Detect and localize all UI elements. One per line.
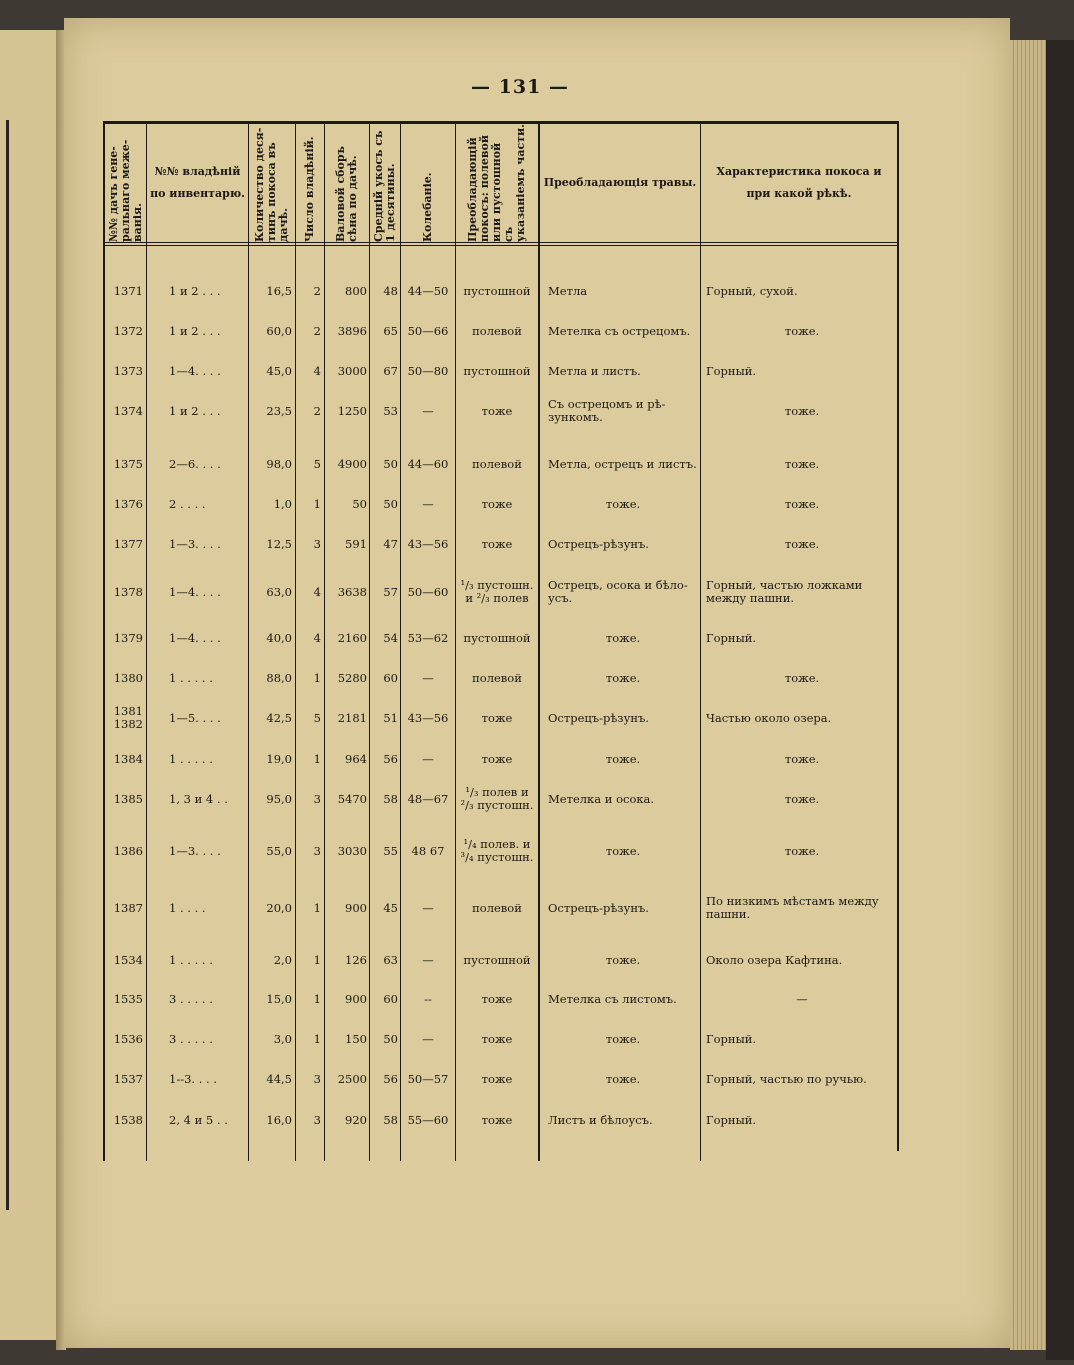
cell-character: Горный. bbox=[706, 1031, 757, 1046]
table-row bbox=[103, 1059, 898, 1099]
cell-character: тоже. bbox=[784, 496, 820, 511]
cell-dacha: 1535 bbox=[113, 991, 143, 1006]
cell-grass: тоже. bbox=[605, 1071, 641, 1086]
table-row bbox=[103, 524, 898, 564]
cell-area: 19,0 bbox=[266, 751, 292, 766]
cell-grass: Метелка съ острецомъ. bbox=[548, 323, 691, 338]
table-row bbox=[103, 444, 898, 484]
cell-dacha: 1377 bbox=[113, 536, 143, 551]
table-row bbox=[103, 351, 898, 391]
table-row bbox=[103, 739, 898, 779]
cell-area: 3,0 bbox=[273, 1031, 292, 1046]
table-row bbox=[103, 979, 898, 1019]
cell-range: 55—60 bbox=[407, 1112, 449, 1127]
cell-avg: 54 bbox=[383, 630, 398, 645]
cell-character: Горный, сухой. bbox=[706, 283, 798, 298]
cell-count: 3 bbox=[313, 1071, 321, 1086]
cell-grass: Острецъ-рѣзунъ. bbox=[548, 536, 649, 551]
cell-dacha: 1386 bbox=[113, 843, 143, 858]
table-row bbox=[103, 1100, 898, 1140]
cell-total: 1250 bbox=[337, 403, 367, 418]
cell-count: 1 bbox=[313, 496, 321, 511]
cell-owners: 1—4. . . . bbox=[169, 630, 221, 645]
cell-avg: 67 bbox=[383, 363, 398, 378]
cell-owners: 1 . . . . bbox=[169, 900, 206, 915]
cell-owners: 1—4. . . . bbox=[169, 584, 221, 599]
cell-type: тоже bbox=[481, 1071, 513, 1086]
cell-area: 44,5 bbox=[266, 1071, 292, 1086]
cell-area: 40,0 bbox=[266, 630, 292, 645]
cell-dacha: 1385 bbox=[113, 791, 143, 806]
table-row bbox=[103, 484, 898, 524]
cell-range: 50—60 bbox=[407, 584, 449, 599]
header-rule-2 bbox=[103, 245, 898, 246]
cell-area: 16,0 bbox=[266, 1112, 292, 1127]
cell-grass: Листъ и бѣлоусъ. bbox=[548, 1112, 653, 1127]
cell-character: — bbox=[796, 991, 808, 1006]
cell-count: 4 bbox=[313, 630, 321, 645]
cell-owners: 2—6. . . . bbox=[169, 456, 221, 471]
cell-dacha: 1378 bbox=[113, 584, 143, 599]
cell-range: 50—57 bbox=[407, 1071, 449, 1086]
cell-grass: Метла, острецъ и листъ. bbox=[548, 456, 697, 471]
cell-grass: тоже. bbox=[605, 843, 641, 858]
cell-type: пустошной bbox=[463, 630, 531, 645]
cell-character: тоже. bbox=[784, 791, 820, 806]
cell-avg: 55 bbox=[383, 843, 398, 858]
cell-count: 5 bbox=[313, 456, 321, 471]
header-character: Характеристика покоса и при какой рѣкѣ. bbox=[716, 165, 882, 200]
cell-owners: 1 . . . . . bbox=[169, 670, 213, 685]
cell-owners: 1—3. . . . bbox=[169, 843, 221, 858]
cell-grass: Метелка и осока. bbox=[548, 791, 655, 806]
cell-area: 2,0 bbox=[273, 952, 292, 967]
cell-range: 50—80 bbox=[407, 363, 449, 378]
cell-count: 2 bbox=[313, 323, 321, 338]
cell-range: 50—66 bbox=[407, 323, 449, 338]
cell-total: 2160 bbox=[337, 630, 367, 645]
cell-character: тоже. bbox=[784, 456, 820, 471]
cell-total: 591 bbox=[345, 536, 367, 551]
cell-owners: 1 и 2 . . . bbox=[169, 403, 221, 418]
cell-character: Горный. bbox=[706, 363, 757, 378]
cell-area: 16,5 bbox=[266, 283, 292, 298]
cell-area: 15,0 bbox=[266, 991, 292, 1006]
cell-character: тоже. bbox=[784, 403, 820, 418]
cell-total: 964 bbox=[345, 751, 367, 766]
cell-count: 2 bbox=[313, 403, 321, 418]
cell-range: — bbox=[422, 670, 434, 685]
cell-owners: 3 . . . . . bbox=[169, 991, 213, 1006]
cell-range: — bbox=[422, 952, 434, 967]
cell-total: 900 bbox=[345, 900, 367, 915]
cell-count: 4 bbox=[313, 584, 321, 599]
cell-count: 3 bbox=[313, 843, 321, 858]
cell-total: 50 bbox=[352, 496, 367, 511]
cell-area: 45,0 bbox=[266, 363, 292, 378]
cell-grass: тоже. bbox=[605, 1031, 641, 1046]
cell-total: 5280 bbox=[337, 670, 367, 685]
cell-total: 3896 bbox=[337, 323, 367, 338]
cell-count: 3 bbox=[313, 536, 321, 551]
cell-dacha: 1371 bbox=[113, 283, 143, 298]
cell-area: 20,0 bbox=[266, 900, 292, 915]
cell-type: тоже bbox=[481, 751, 513, 766]
cell-range: 43—56 bbox=[407, 536, 449, 551]
cell-avg: 50 bbox=[383, 1031, 398, 1046]
table-row bbox=[103, 618, 898, 658]
cell-owners: 1 . . . . . bbox=[169, 952, 213, 967]
cell-type: пустошной bbox=[463, 283, 531, 298]
cell-total: 5470 bbox=[337, 791, 367, 806]
cell-grass: Острецъ-рѣзунъ. bbox=[548, 900, 649, 915]
cell-character: тоже. bbox=[784, 323, 820, 338]
cell-owners: 1—4. . . . bbox=[169, 363, 221, 378]
cell-total: 2181 bbox=[337, 710, 367, 725]
cell-count: 2 bbox=[313, 283, 321, 298]
header-dacha: №№ дачъ гене- ральнаго меже- ванія. bbox=[106, 139, 144, 242]
table-row bbox=[103, 888, 898, 928]
cell-avg: 47 bbox=[383, 536, 398, 551]
cell-range: — bbox=[422, 496, 434, 511]
cell-area: 60,0 bbox=[266, 323, 292, 338]
cell-grass: тоже. bbox=[605, 751, 641, 766]
cell-character: Около озера Кафтина. bbox=[706, 952, 843, 967]
cell-grass: тоже. bbox=[605, 670, 641, 685]
cell-total: 900 bbox=[345, 991, 367, 1006]
cell-total: 2500 bbox=[337, 1071, 367, 1086]
cell-range: 44—60 bbox=[407, 456, 449, 471]
cell-grass: тоже. bbox=[605, 952, 641, 967]
header-owners: №№ владѣній по инвентарю. bbox=[150, 165, 245, 200]
cell-area: 95,0 bbox=[266, 791, 292, 806]
cell-type: ¹/₃ пустошн. и ²/₃ полев bbox=[460, 578, 534, 605]
cell-area: 63,0 bbox=[266, 584, 292, 599]
cell-type: полевой bbox=[472, 670, 522, 685]
cell-type: тоже bbox=[481, 991, 513, 1006]
cell-dacha: 1375 bbox=[113, 456, 143, 471]
cell-character: тоже. bbox=[784, 536, 820, 551]
header-grass: Преобладающія травы. bbox=[543, 176, 697, 189]
header-type: Преобладающій покосъ: полевой или пустошной съ указаніемъ части. bbox=[466, 124, 527, 242]
table-row bbox=[103, 698, 898, 738]
cell-type: пустошной bbox=[463, 363, 531, 378]
cell-avg: 50 bbox=[383, 456, 398, 471]
cell-character: Горный, частью ложками между пашни. bbox=[706, 578, 863, 605]
cell-dacha: 1387 bbox=[113, 900, 143, 915]
cell-range: — bbox=[422, 751, 434, 766]
cell-type: полевой bbox=[472, 900, 522, 915]
cell-grass: Съ острецомъ и рѣ- зункомъ. bbox=[548, 397, 666, 424]
header-count: Число владѣній. bbox=[303, 136, 316, 242]
cell-dacha: 1384 bbox=[113, 751, 143, 766]
cell-avg: 51 bbox=[383, 710, 398, 725]
cell-grass: Острецъ, осока и бѣло- усъ. bbox=[548, 578, 688, 605]
header-rule-1 bbox=[103, 242, 898, 243]
header-avg: Средній укосъ съ 1 десятины. bbox=[372, 130, 397, 242]
cell-grass: Метла bbox=[548, 283, 588, 298]
cell-avg: 60 bbox=[383, 991, 398, 1006]
cell-character: тоже. bbox=[784, 670, 820, 685]
cell-avg: 60 bbox=[383, 670, 398, 685]
table-row bbox=[103, 658, 898, 698]
cell-type: ¹/₃ полев и ²/₃ пустошн. bbox=[460, 785, 534, 812]
cell-total: 3000 bbox=[337, 363, 367, 378]
cell-area: 42,5 bbox=[266, 710, 292, 725]
cell-area: 1,0 bbox=[273, 496, 292, 511]
page-edges bbox=[1010, 40, 1050, 1350]
cell-grass: тоже. bbox=[605, 496, 641, 511]
cell-total: 3030 bbox=[337, 843, 367, 858]
table-row bbox=[103, 779, 898, 819]
cell-owners: 2 . . . . bbox=[169, 496, 206, 511]
cell-avg: 45 bbox=[383, 900, 398, 915]
cell-range: — bbox=[422, 403, 434, 418]
cell-avg: 56 bbox=[383, 751, 398, 766]
cell-avg: 48 bbox=[383, 283, 398, 298]
cell-area: 98,0 bbox=[266, 456, 292, 471]
table-row bbox=[103, 572, 898, 612]
cell-count: 3 bbox=[313, 791, 321, 806]
cell-avg: 56 bbox=[383, 1071, 398, 1086]
cell-type: полевой bbox=[472, 456, 522, 471]
cell-range: -- bbox=[424, 991, 432, 1006]
cell-owners: 1--3. . . . bbox=[169, 1071, 217, 1086]
cell-dacha: 1379 bbox=[113, 630, 143, 645]
cell-dacha: 1372 bbox=[113, 323, 143, 338]
cell-total: 4900 bbox=[337, 456, 367, 471]
cell-grass: Метелка съ листомъ. bbox=[548, 991, 677, 1006]
cell-character: Горный, частью по ручью. bbox=[706, 1071, 867, 1086]
page-number: — 131 — bbox=[471, 76, 569, 98]
cell-type: тоже bbox=[481, 710, 513, 725]
cell-avg: 50 bbox=[383, 496, 398, 511]
cell-count: 1 bbox=[313, 991, 321, 1006]
cell-character: тоже. bbox=[784, 843, 820, 858]
table-row bbox=[103, 940, 898, 980]
cell-count: 1 bbox=[313, 670, 321, 685]
cell-grass: тоже. bbox=[605, 630, 641, 645]
header-total: Валовой сборъ сѣна по дачѣ. bbox=[334, 146, 359, 242]
table-row bbox=[103, 311, 898, 351]
cell-dacha: 1376 bbox=[113, 496, 143, 511]
cell-type: полевой bbox=[472, 323, 522, 338]
cell-owners: 1—5. . . . bbox=[169, 710, 221, 725]
cell-character: Горный. bbox=[706, 1112, 757, 1127]
cell-avg: 65 bbox=[383, 323, 398, 338]
cell-avg: 63 bbox=[383, 952, 398, 967]
cell-dacha: 1374 bbox=[113, 403, 143, 418]
cell-type: тоже bbox=[481, 1112, 513, 1127]
cell-total: 3638 bbox=[337, 584, 367, 599]
cell-range: 53—62 bbox=[407, 630, 449, 645]
cell-count: 3 bbox=[313, 1112, 321, 1127]
header-area: Количество деся- тинъ покоса въ дачѣ. bbox=[253, 127, 290, 242]
cell-avg: 57 bbox=[383, 584, 398, 599]
cell-type: тоже bbox=[481, 403, 513, 418]
cell-dacha: 1534 bbox=[113, 952, 143, 967]
cell-total: 150 bbox=[345, 1031, 367, 1046]
cell-range: — bbox=[422, 900, 434, 915]
cell-count: 1 bbox=[313, 1031, 321, 1046]
cell-grass: Метла и листъ. bbox=[548, 363, 641, 378]
table-row bbox=[103, 1019, 898, 1059]
cell-dacha: 1537 bbox=[113, 1071, 143, 1086]
cell-character: Частью около озера. bbox=[706, 710, 832, 725]
cell-type: тоже bbox=[481, 496, 513, 511]
cell-owners: 1, 3 и 4 . . bbox=[169, 791, 228, 806]
cell-area: 23,5 bbox=[266, 403, 292, 418]
table-row bbox=[103, 391, 898, 431]
cell-area: 12,5 bbox=[266, 536, 292, 551]
cell-owners: 1 и 2 . . . bbox=[169, 323, 221, 338]
cell-area: 55,0 bbox=[266, 843, 292, 858]
cell-owners: 1 и 2 . . . bbox=[169, 283, 221, 298]
cell-total: 126 bbox=[345, 952, 367, 967]
cell-type: тоже bbox=[481, 536, 513, 551]
cell-type: тоже bbox=[481, 1031, 513, 1046]
cell-character: тоже. bbox=[784, 751, 820, 766]
table-row bbox=[103, 831, 898, 871]
cell-avg: 53 bbox=[383, 403, 398, 418]
data-table bbox=[103, 121, 898, 1166]
cell-owners: 2, 4 и 5 . . bbox=[169, 1112, 228, 1127]
cell-range: 44—50 bbox=[407, 283, 449, 298]
cell-dacha: 1538 bbox=[113, 1112, 143, 1127]
cell-grass: Острецъ-рѣзунъ. bbox=[548, 710, 649, 725]
cell-owners: 1—3. . . . bbox=[169, 536, 221, 551]
cell-dacha: 1381 1382 bbox=[113, 704, 143, 731]
cell-character: Горный. bbox=[706, 630, 757, 645]
cell-range: 43—56 bbox=[407, 710, 449, 725]
cell-area: 88,0 bbox=[266, 670, 292, 685]
cell-avg: 58 bbox=[383, 791, 398, 806]
cell-dacha: 1536 bbox=[113, 1031, 143, 1046]
cell-count: 4 bbox=[313, 363, 321, 378]
left-page-fragment bbox=[0, 30, 60, 1340]
cell-total: 800 bbox=[345, 283, 367, 298]
left-page-rule bbox=[6, 120, 9, 1210]
header-range: Колебаніе. bbox=[421, 172, 434, 242]
cell-count: 5 bbox=[313, 710, 321, 725]
cell-dacha: 1380 bbox=[113, 670, 143, 685]
cell-count: 1 bbox=[313, 900, 321, 915]
cell-type: ¹/₄ полев. и ³/₄ пустошн. bbox=[460, 837, 534, 864]
cell-range: — bbox=[422, 1031, 434, 1046]
cell-range: 48 67 bbox=[411, 843, 445, 858]
cell-owners: 3 . . . . . bbox=[169, 1031, 213, 1046]
cell-type: пустошной bbox=[463, 952, 531, 967]
cell-range: 48—67 bbox=[407, 791, 449, 806]
cell-total: 920 bbox=[345, 1112, 367, 1127]
cell-count: 1 bbox=[313, 952, 321, 967]
cell-avg: 58 bbox=[383, 1112, 398, 1127]
cell-owners: 1 . . . . . bbox=[169, 751, 213, 766]
cell-character: По низкимъ мѣстамъ между пашни. bbox=[706, 894, 879, 921]
table-row bbox=[103, 271, 898, 311]
book-cover bbox=[1046, 40, 1074, 1360]
cell-dacha: 1373 bbox=[113, 363, 143, 378]
cell-count: 1 bbox=[313, 751, 321, 766]
